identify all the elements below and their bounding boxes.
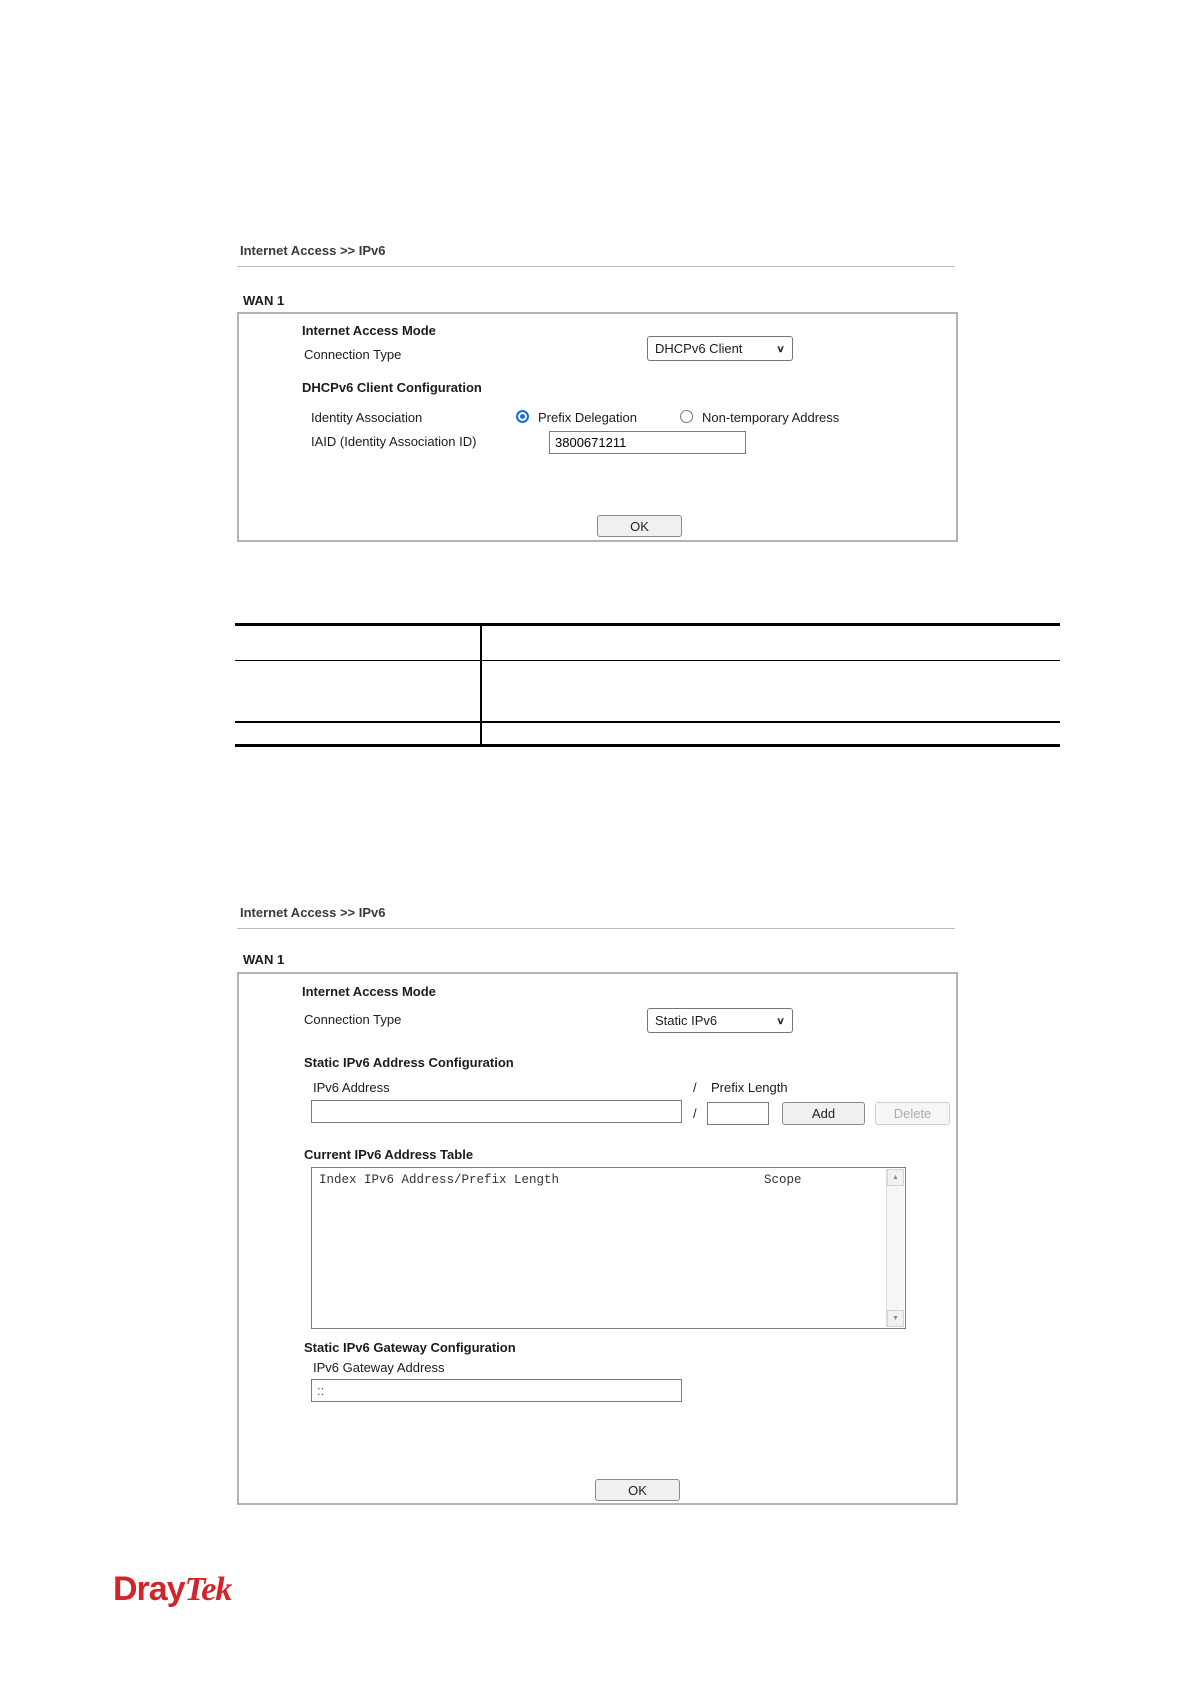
wan1-heading: WAN 1 — [243, 952, 285, 967]
ipv6-gateway-address-input[interactable] — [311, 1379, 682, 1402]
prefix-length-input[interactable] — [707, 1102, 769, 1125]
table-cell — [235, 661, 481, 722]
scrollbar-up-icon[interactable]: ▲ — [887, 1169, 904, 1186]
current-ipv6-address-table-heading: Current IPv6 Address Table — [304, 1147, 474, 1162]
scrollbar[interactable] — [886, 1169, 904, 1327]
logo-text-dray: Dray — [113, 1570, 185, 1608]
logo-text-tek: Tek — [184, 1571, 232, 1608]
ipv6-address-label: IPv6 Address — [313, 1080, 390, 1095]
wan1-dhcpv6-panel — [237, 312, 958, 542]
scrollbar-down-icon[interactable]: ▼ — [887, 1310, 904, 1327]
static-ipv6-gateway-configuration-heading: Static IPv6 Gateway Configuration — [304, 1340, 516, 1355]
connection-type-select[interactable] — [647, 336, 793, 361]
ipv6-gateway-address-label: IPv6 Gateway Address — [313, 1360, 445, 1375]
delete-button[interactable]: Delete — [875, 1102, 950, 1125]
iaid-input[interactable] — [549, 431, 746, 454]
divider — [237, 266, 955, 267]
table-cell — [481, 661, 1060, 722]
prefix-length-label: Prefix Length — [711, 1080, 788, 1095]
radio-prefix-delegation[interactable] — [516, 410, 529, 423]
internet-access-mode-heading: Internet Access Mode — [302, 984, 436, 999]
settings-reference-table — [235, 623, 1060, 747]
divider — [237, 928, 955, 929]
ipv6-address-input[interactable] — [311, 1100, 682, 1123]
radio-non-temporary-address[interactable] — [680, 410, 693, 423]
ok-button[interactable]: OK — [597, 515, 682, 537]
table-cell — [235, 625, 481, 661]
chevron-down-icon: ∨ — [776, 342, 785, 355]
wan1-static-ipv6-panel — [237, 972, 958, 1505]
address-table-header-left: Index IPv6 Address/Prefix Length — [319, 1173, 560, 1187]
table-cell — [481, 625, 1060, 661]
connection-type-label: Connection Type — [304, 347, 402, 362]
connection-type-label: Connection Type — [304, 1012, 402, 1027]
connection-type-select[interactable] — [647, 1008, 793, 1033]
identity-association-label: Identity Association — [311, 410, 423, 425]
internet-access-mode-heading: Internet Access Mode — [302, 323, 436, 338]
chevron-down-icon: ∨ — [776, 1014, 785, 1027]
ok-button[interactable]: OK — [595, 1479, 680, 1501]
wan1-heading: WAN 1 — [243, 293, 285, 308]
address-table-header-scope: Scope — [764, 1173, 802, 1187]
current-ipv6-address-table[interactable] — [311, 1167, 906, 1329]
table-cell — [481, 722, 1060, 746]
add-button[interactable]: Add — [782, 1102, 865, 1125]
table-cell — [235, 722, 481, 746]
breadcrumb: Internet Access >> IPv6 — [240, 905, 386, 920]
dhcpv6-client-configuration-heading: DHCPv6 Client Configuration — [302, 380, 482, 395]
breadcrumb: Internet Access >> IPv6 — [240, 243, 386, 258]
static-ipv6-address-configuration-heading: Static IPv6 Address Configuration — [304, 1055, 514, 1070]
connection-type-selected-value: DHCPv6 Client — [655, 341, 743, 356]
radio-prefix-delegation-label: Prefix Delegation — [538, 410, 637, 425]
iaid-label: IAID (Identity Association ID) — [311, 434, 477, 449]
slash-label: / — [693, 1080, 697, 1095]
draytek-logo — [113, 1570, 231, 1609]
connection-type-selected-value: Static IPv6 — [655, 1013, 718, 1028]
radio-non-temporary-address-label: Non-temporary Address — [702, 410, 840, 425]
slash-separator: / — [693, 1106, 697, 1121]
